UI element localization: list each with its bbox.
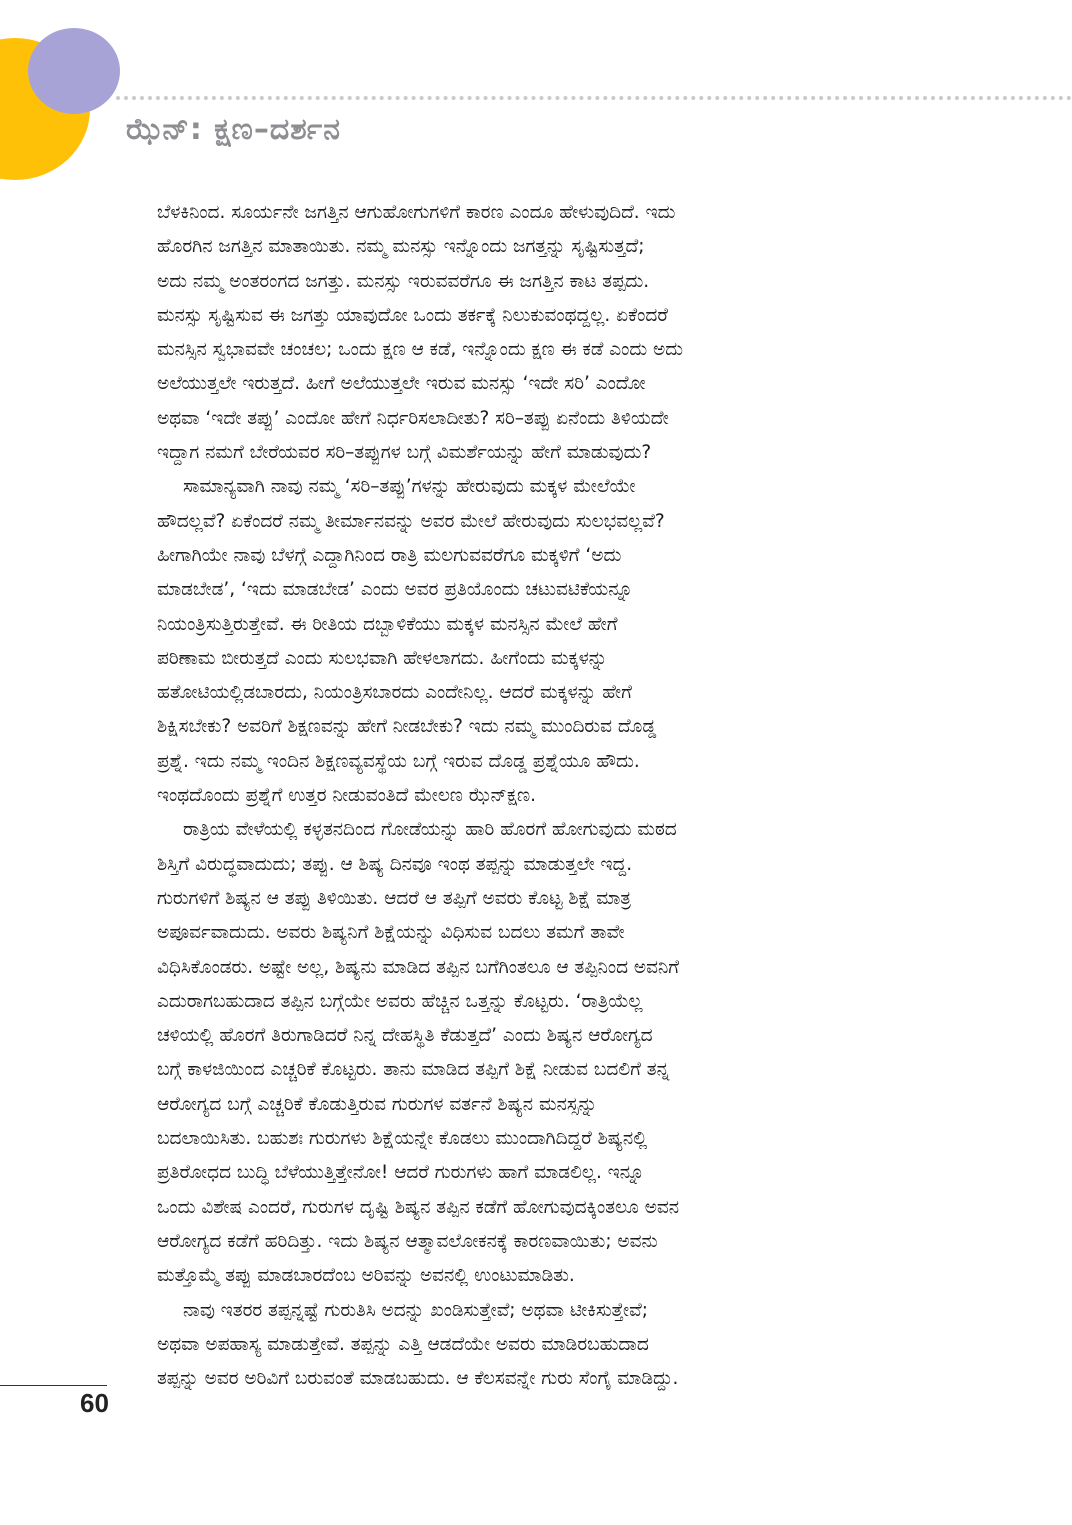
running-header-title: ಝೆನ್: ಕ್ಷಣ–ದರ್ಶನ: [126, 112, 341, 147]
text-line: ರಾತ್ರಿಯ ವೇಳೆಯಲ್ಲಿ ಕಳ್ಳತನದಿಂದ ಗೋಡೆಯನ್ನು ಹಾರಿ ಹೊರಗೆ ಹೋಗುವುದು ಮಠದ: [183, 819, 677, 841]
text-line: ಚಳಿಯಲ್ಲಿ ಹೊರಗೆ ತಿರುಗಾಡಿದರೆ ನಿನ್ನ ದೇಹಸ್ಥಿತಿ ಕೆಡುತ್ತದೆ’ ಎಂದು ಶಿಷ್ಯನ ಆರೋಗ್ಯದ: [157, 1025, 653, 1047]
header-dotted-rule: [116, 96, 1072, 100]
text-line: ಪ್ರತಿರೋಧದ ಬುದ್ಧಿ ಬೆಳೆಯುತ್ತಿತ್ತೇನೋ! ಆದರೆ ಗುರುಗಳು ಹಾಗೆ ಮಾಡಲಿಲ್ಲ. ಇನ್ನೂ: [157, 1162, 645, 1184]
text-line: ಬೆಳಕಿನಿಂದ. ಸೂರ್ಯನೇ ಜಗತ್ತಿನ ಆಗುಹೋಗುಗಳಿಗೆ ಕಾರಣ ಎಂದೂ ಹೇಳುವುದಿದೆ. ಇದು: [157, 202, 676, 223]
body-text: [157, 196, 907, 1396]
text-line: ಮನಸ್ಸಿನ ಸ್ವಭಾವವೇ ಚಂಚಲ; ಒಂದು ಕ್ಷಣ ಆ ಕಡೆ, ಇನ್ನೊಂದು ಕ್ಷಣ ಈ ಕಡೆ ಎಂದು ಅದು: [157, 339, 684, 361]
text-line: ತಪ್ಪನ್ನು ಅವರ ಅರಿವಿಗೆ ಬರುವಂತೆ ಮಾಡಬಹುದು. ಆ ಕೆಲಸವನ್ನೇ ಗುರು ಸೆಂಗೈ ಮಾಡಿದ್ದು.: [157, 1368, 679, 1390]
page-number: 60: [80, 1388, 109, 1418]
text-line: ಸಾಮಾನ್ಯವಾಗಿ ನಾವು ನಮ್ಮ ‘ಸರಿ–ತಪ್ಪು’ಗಳನ್ನು ಹೇರುವುದು ಮಕ್ಕಳ ಮೇಲೆಯೇ: [183, 476, 636, 498]
text-line: ಶಿಕ್ಷಿಸಬೇಕು? ಅವರಿಗೆ ಶಿಕ್ಷಣವನ್ನು ಹೇಗೆ ನೀಡಬೇಕು? ಇದು ನಮ್ಮ ಮುಂದಿರುವ ದೊಡ್ಡ: [157, 716, 657, 738]
text-line: ಹೀಗಾಗಿಯೇ ನಾವು ಬೆಳಗ್ಗೆ ಎದ್ದಾಗಿನಿಂದ ರಾತ್ರಿ ಮಲಗುವವರೆಗೂ ಮಕ್ಕಳಿಗೆ ‘ಅದು: [157, 544, 622, 566]
text-line: ಅಲೆಯುತ್ತಲೇ ಇರುತ್ತದೆ. ಹೀಗೆ ಅಲೆಯುತ್ತಲೇ ಇರುವ ಮನಸ್ಸು ‘ಇದೇ ಸರಿ’ ಎಂದೋ: [157, 373, 646, 395]
text-line: ಅಪೂರ್ವವಾದುದು. ಅವರು ಶಿಷ್ಯನಿಗೆ ಶಿಕ್ಷೆಯನ್ನು ವಿಧಿಸುವ ಬದಲು ತಮಗೆ ತಾವೇ: [157, 922, 625, 944]
text-line: ಬದಲಾಯಿಸಿತು. ಬಹುಶಃ ಗುರುಗಳು ಶಿಕ್ಷೆಯನ್ನೇ ಕೊಡಲು ಮುಂದಾಗಿದಿದ್ದರೆ ಶಿಷ್ಯನಲ್ಲಿ: [157, 1128, 648, 1150]
text-line: ಇಂಥದೊಂದು ಪ್ರಶ್ನೆಗೆ ಉತ್ತರ ನೀಡುವಂತಿದೆ ಮೇಲಣ ಝೆನ್‌ಕ್ಷಣ.: [157, 785, 536, 807]
text-line: ಗುರುಗಳಿಗೆ ಶಿಷ್ಯನ ಆ ತಪ್ಪು ತಿಳಿಯಿತು. ಆದರೆ ಆ ತಪ್ಪಿಗೆ ಅವರು ಕೊಟ್ಟ ಶಿಕ್ಷೆ ಮಾತ್ರ: [157, 887, 631, 909]
text-line: ಶಿಸ್ತಿಗೆ ವಿರುದ್ಧವಾದುದು; ತಪ್ಪು. ಆ ಶಿಷ್ಯ ದಿನವೂ ಇಂಥ ತಪ್ಪನ್ನು ಮಾಡುತ್ತಲೇ ಇದ್ದ.: [157, 853, 633, 875]
text-line: ಮನಸ್ಸು ಸೃಷ್ಟಿಸುವ ಈ ಜಗತ್ತು ಯಾವುದೋ ಒಂದು ತರ್ಕಕ್ಕೆ ನಿಲುಕುವಂಥದ್ದಲ್ಲ. ಏಕೆಂದರೆ: [157, 304, 668, 326]
text-line: ಮಾಡಬೇಡ’, ‘ಇದು ಮಾಡಬೇಡ’ ಎಂದು ಅವರ ಪ್ರತಿಯೊಂದು ಚಟುವಟಿಕೆಯನ್ನೂ: [157, 579, 633, 601]
text-line: ಎದುರಾಗಬಹುದಾದ ತಪ್ಪಿನ ಬಗ್ಗೆಯೇ ಅವರು ಹೆಚ್ಚಿನ ಒತ್ತನ್ನು ಕೊಟ್ಟರು. ‘ರಾತ್ರಿಯೆಲ್ಲ: [157, 990, 643, 1012]
text-line: ಮತ್ತೊಮ್ಮೆ ತಪ್ಪು ಮಾಡಬಾರದೆಂಬ ಅರಿವನ್ನು ಅವನಲ್ಲಿ ಉಂಟುಮಾಡಿತು.: [157, 1265, 575, 1287]
text-line: ಅದು ನಮ್ಮ ಅಂತರಂಗದ ಜಗತ್ತು. ಮನಸ್ಸು ಇರುವವರೆಗೂ ಈ ಜಗತ್ತಿನ ಕಾಟ ತಪ್ಪದು.: [157, 270, 650, 292]
text-line: ಆರೋಗ್ಯದ ಕಡೆಗೆ ಹರಿದಿತ್ತು. ಇದು ಶಿಷ್ಯನ ಆತ್ಮಾವಲೋಕನಕ್ಕೆ ಕಾರಣವಾಯಿತು; ಅವನು: [157, 1230, 658, 1252]
text-line: ಅಥವಾ ‘ಇದೇ ತಪ್ಪು’ ಎಂದೋ ಹೇಗೆ ನಿರ್ಧರಿಸಲಾದೀತು? ಸರಿ–ತಪ್ಪು ಏನೆಂದು ತಿಳಿಯದೇ: [157, 407, 669, 429]
footer-rule: [0, 1385, 107, 1386]
text-line: ಹೌದಲ್ಲವೆ? ಏಕೆಂದರೆ ನಮ್ಮ ತೀರ್ಮಾನವನ್ನು ಅವರ ಮೇಲೆ ಹೇರುವುದು ಸುಲಭವಲ್ಲವೆ?: [157, 510, 665, 532]
text-line: ಒಂದು ವಿಶೇಷ ಎಂದರೆ, ಗುರುಗಳ ದೃಷ್ಟಿ ಶಿಷ್ಯನ ತಪ್ಪಿನ ಕಡೆಗೆ ಹೋಗುವುದಕ್ಕಿಂತಲೂ ಅವನ: [157, 1196, 680, 1218]
text-line: ಹತೋಟಿಯಲ್ಲಿಡಬಾರದು, ನಿಯಂತ್ರಿಸಬಾರದು ಎಂದೇನಿಲ್ಲ. ಆದರೆ ಮಕ್ಕಳನ್ನು ಹೇಗೆ: [157, 682, 632, 704]
decorative-purple-circle: [28, 28, 120, 114]
text-line: ನಿಯಂತ್ರಿಸುತ್ತಿರುತ್ತೇವೆ. ಈ ರೀತಿಯ ದಬ್ಬಾಳಿಕೆಯು ಮಕ್ಕಳ ಮನಸ್ಸಿನ ಮೇಲೆ ಹೇಗೆ: [157, 613, 618, 635]
text-line: ಪ್ರಶ್ನೆ. ಇದು ನಮ್ಮ ಇಂದಿನ ಶಿಕ್ಷಣವ್ಯವಸ್ಥೆಯ ಬಗ್ಗೆ ಇರುವ ದೊಡ್ಡ ಪ್ರಶ್ನೆಯೂ ಹೌದು.: [157, 750, 640, 772]
paragraph-2: [157, 470, 907, 813]
paragraph-4: [157, 1294, 907, 1397]
text-line: ವಿಧಿಸಿಕೊಂಡರು. ಅಷ್ಟೇ ಅಲ್ಲ, ಶಿಷ್ಯನು ಮಾಡಿದ ತಪ್ಪಿನ ಬಗೆಗಿಂತಲೂ ಆ ತಪ್ಪಿನಿಂದ ಅವನಿಗೆ: [157, 956, 680, 978]
paragraph-1: [157, 196, 907, 470]
text-line: ಪರಿಣಾಮ ಬೀರುತ್ತದೆ ಎಂದು ಸುಲಭವಾಗಿ ಹೇಳಲಾಗದು. ಹೀಗೆಂದು ಮಕ್ಕಳನ್ನು: [157, 647, 608, 669]
text-line: ಇದ್ದಾಗ ನಮಗೆ ಬೇರೆಯವರ ಸರಿ–ತಪ್ಪುಗಳ ಬಗ್ಗೆ ವಿಮರ್ಶೆಯನ್ನು ಹೇಗೆ ಮಾಡುವುದು?: [157, 442, 652, 464]
text-line: ಹೊರಗಿನ ಜಗತ್ತಿನ ಮಾತಾಯಿತು. ನಮ್ಮ ಮನಸ್ಸು ಇನ್ನೊಂದು ಜಗತ್ತನ್ನು ಸೃಷ್ಟಿಸುತ್ತದೆ;: [157, 236, 645, 258]
text-line: ಬಗ್ಗೆ ಕಾಳಜಿಯಿಂದ ಎಚ್ಚರಿಕೆ ಕೊಟ್ಟರು. ತಾನು ಮಾಡಿದ ತಪ್ಪಿಗೆ ಶಿಕ್ಷೆ ನೀಡುವ ಬದಲಿಗೆ ತನ್ನ: [157, 1059, 670, 1081]
text-line: ಅಥವಾ ಅಪಹಾಸ್ಯ ಮಾಡುತ್ತೇವೆ. ತಪ್ಪನ್ನು ಎತ್ತಿ ಆಡದೆಯೇ ಅವರು ಮಾಡಿರಬಹುದಾದ: [157, 1333, 649, 1355]
paragraph-3: [157, 813, 907, 1293]
text-line: ಆರೋಗ್ಯದ ಬಗ್ಗೆ ಎಚ್ಚರಿಕೆ ಕೊಡುತ್ತಿರುವ ಗುರುಗಳ ವರ್ತನೆ ಶಿಷ್ಯನ ಮನಸ್ಸನ್ನು: [157, 1093, 598, 1115]
text-line: ನಾವು ಇತರರ ತಪ್ಪನ್ನಷ್ಟೆ ಗುರುತಿಸಿ ಅದನ್ನು ಖಂಡಿಸುತ್ತೇವೆ; ಅಥವಾ ಟೀಕಿಸುತ್ತೇವೆ;: [183, 1299, 648, 1321]
